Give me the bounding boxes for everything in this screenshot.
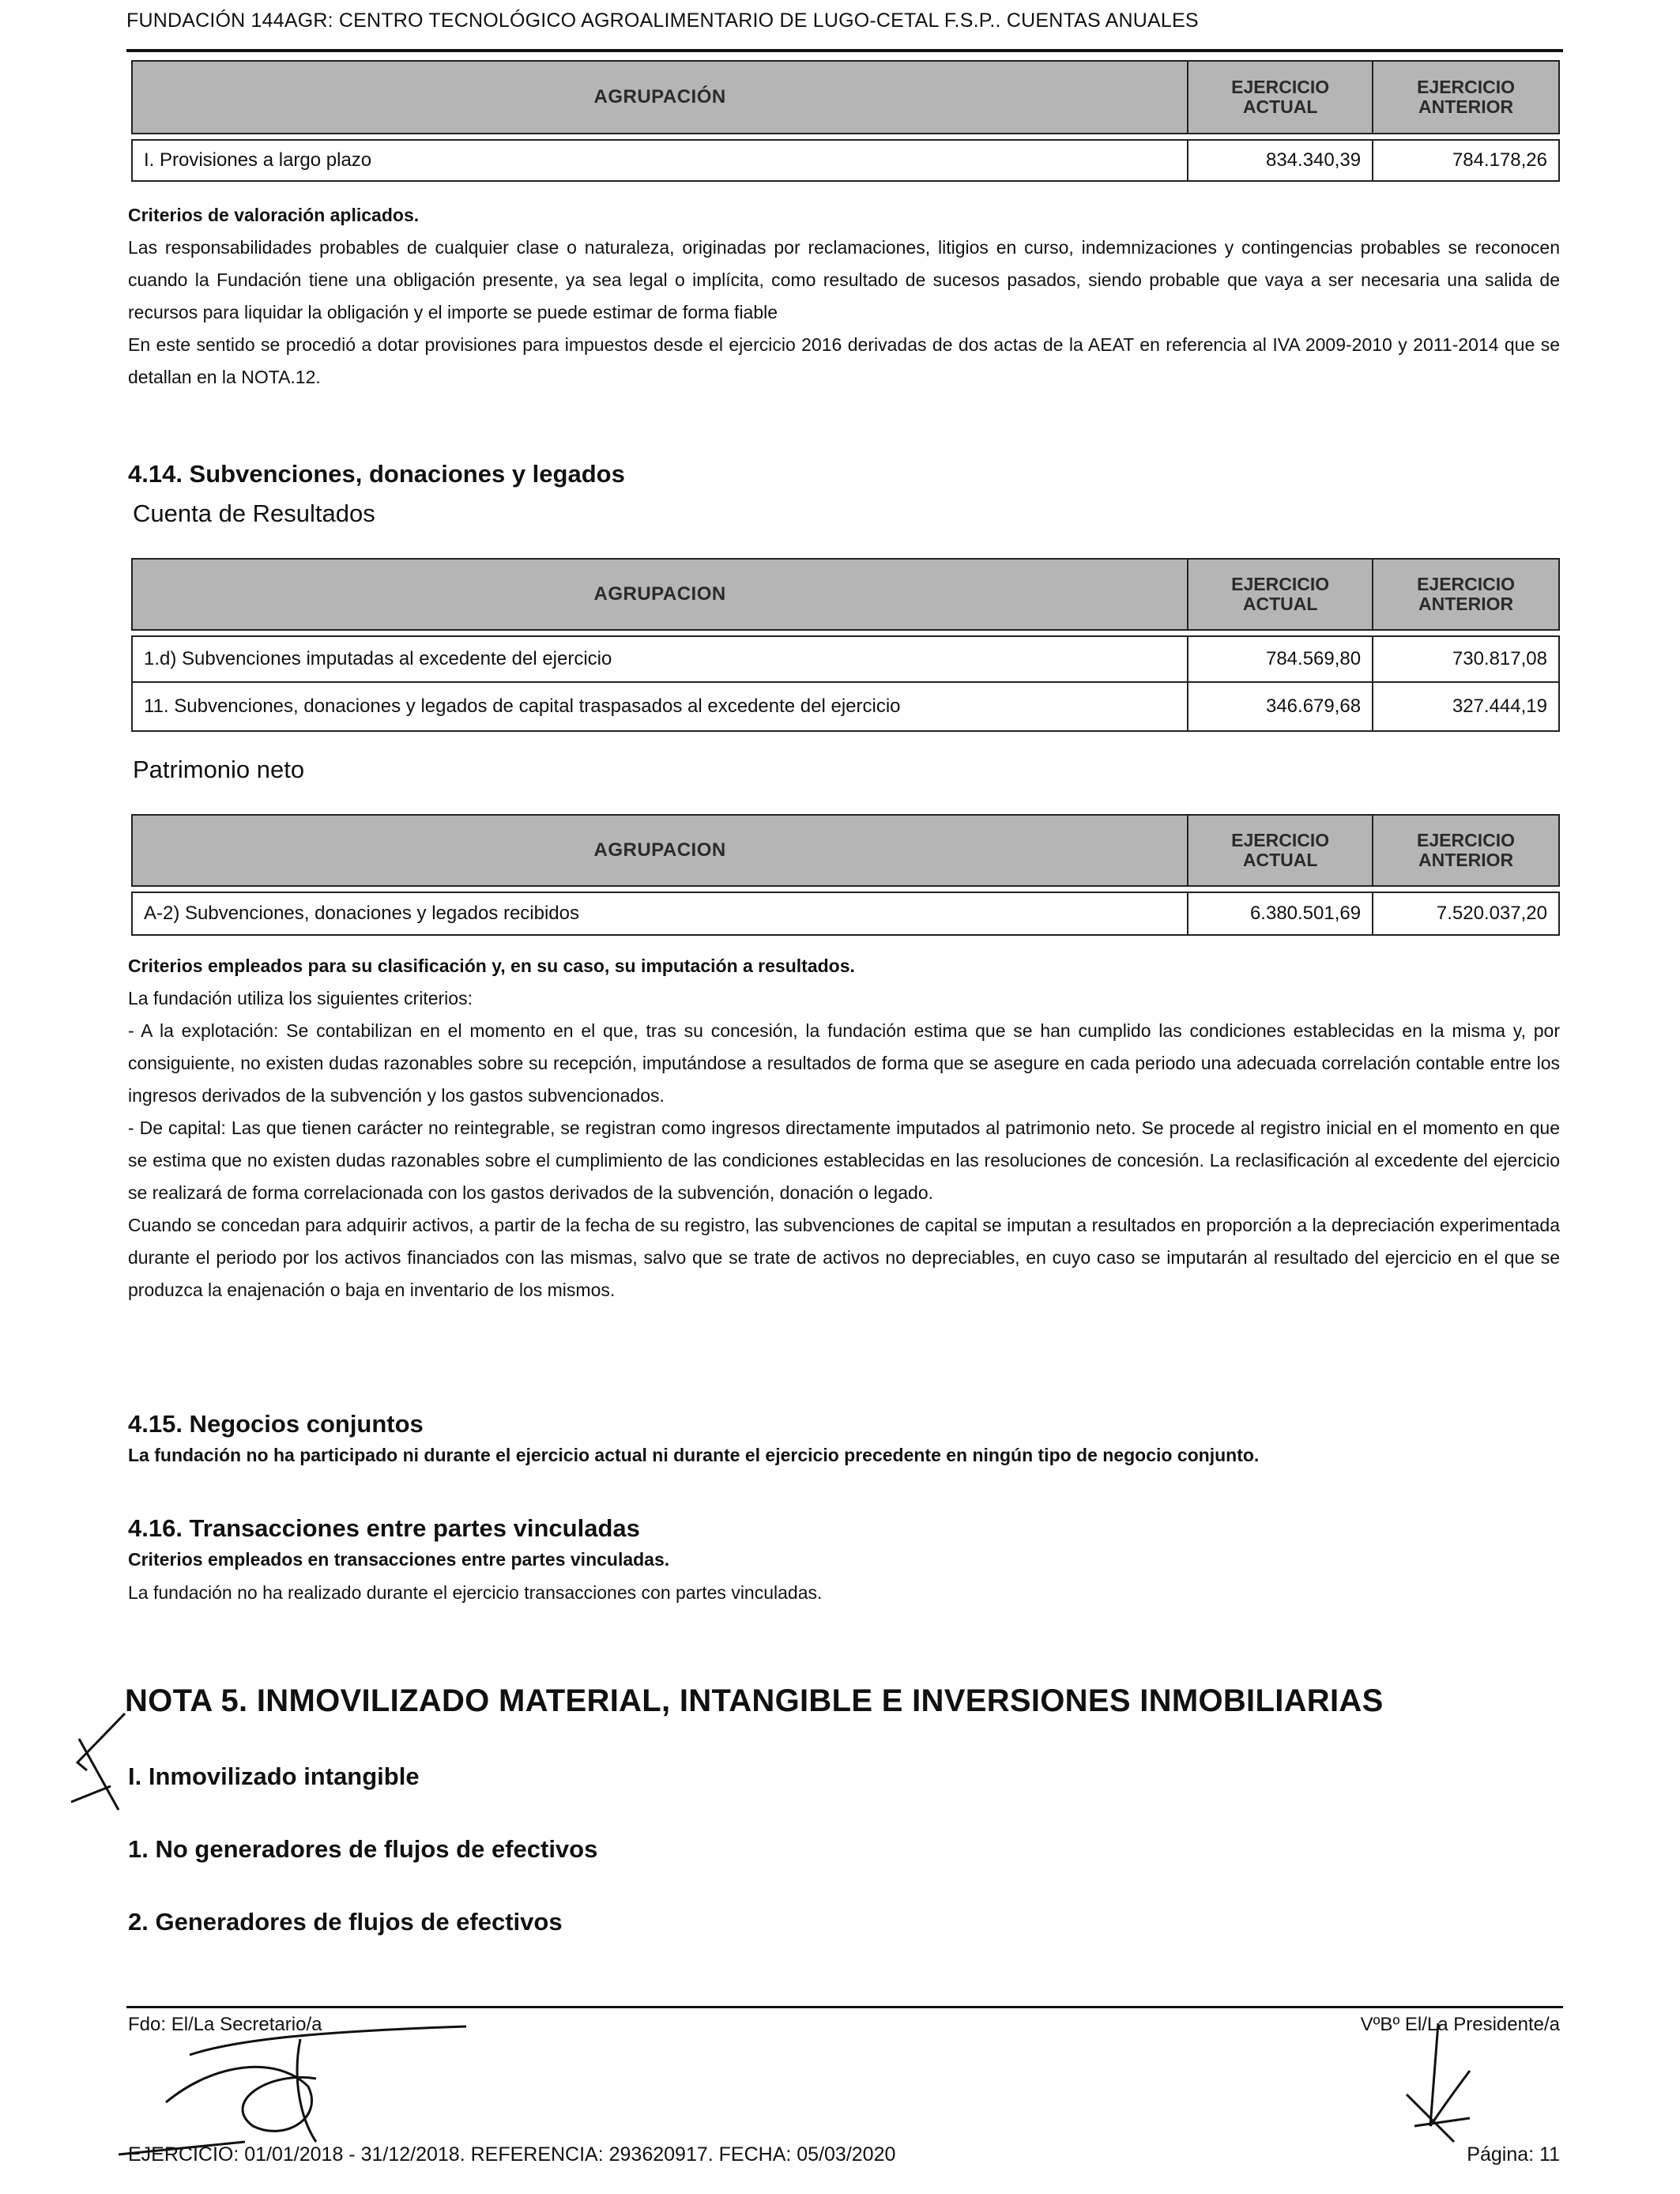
col-actual-header: EJERCICIO ACTUAL bbox=[1188, 61, 1373, 134]
col-agrupacion-header: AGRUPACIÓN bbox=[132, 61, 1188, 134]
section-4-14-title: 4.14. Subvenciones, donaciones y legados bbox=[128, 460, 625, 488]
section-4-16-title: 4.16. Transacciones entre partes vinculadas bbox=[128, 1514, 640, 1542]
row-anterior: 327.444,19 bbox=[1373, 682, 1559, 731]
section-4-16-text: La fundación no ha realizado durante el ejercicio transacciones con partes vinculadas. bbox=[128, 1582, 823, 1603]
row-anterior: 730.817,08 bbox=[1373, 636, 1559, 682]
table-row bbox=[132, 682, 1559, 731]
row-actual: 784.569,80 bbox=[1188, 636, 1373, 682]
header-rule bbox=[126, 49, 1563, 52]
paragraph: En este sentido se procedió a dotar provisiones para impuestos desde el ejercicio 2016 derivadas de dos actas de la AEAT en referencia al IVA 2009-2010 y 2011-2014 que se detallan en la NOTA.12. bbox=[128, 334, 1560, 387]
criterios-title: Criterios de valoración aplicados. bbox=[128, 205, 420, 225]
table-row bbox=[132, 892, 1559, 935]
paragraph: - A la explotación: Se contabilizan en el momento en el que, tras su concesión, la fundación estima que se han cumplido las condiciones establecidas en la misma y, por consiguiente, no existen dudas razonables sobre su recepción, imputándose a resultados de forma que se asegure en cada periodo una adecuada correlación contable entre los ingresos derivados de la subvención y los gastos subvencionados. bbox=[128, 1020, 1560, 1106]
nota-5-subtitle: I. Inmovilizado intangible bbox=[128, 1762, 420, 1790]
row-label: 1.d) Subvenciones imputadas al excedente del ejercicio bbox=[132, 636, 1188, 682]
section-4-16-criterios: Criterios empleados en transacciones entre partes vinculadas. bbox=[128, 1549, 670, 1570]
col-actual-header: EJERCICIO ACTUAL bbox=[1188, 815, 1373, 886]
document-header: FUNDACIÓN 144AGR: CENTRO TECNOLÓGICO AGROALIMENTARIO DE LUGO-CETAL F.S.P.. CUENTAS ANUALES bbox=[126, 9, 1199, 32]
row-label: A-2) Subvenciones, donaciones y legados recibidos bbox=[132, 892, 1188, 935]
subvenciones-text bbox=[128, 950, 1560, 1306]
provisiones-text bbox=[128, 199, 1560, 394]
handwritten-mark bbox=[63, 1707, 150, 1818]
row-actual: 346.679,68 bbox=[1188, 682, 1373, 731]
patrimonio-table bbox=[131, 814, 1560, 936]
subtitle-cuenta-resultados: Cuenta de Resultados bbox=[133, 499, 375, 527]
signature-presidente bbox=[1383, 2007, 1494, 2150]
paragraph: Cuando se concedan para adquirir activos, a partir de la fecha de su registro, las subvenciones de capital se imputan a resultados en proporción a la depreciación experimentada durante el periodo por los activos financiados con las mismas, salvo que se trate de activos no depreciables, en cuyo caso se imputarán al resultado del ejercicio en el que se produzca la enajenación o baja en inventario de los mismos. bbox=[128, 1215, 1560, 1300]
col-agrupacion-header: AGRUPACION bbox=[132, 815, 1188, 886]
table-row bbox=[132, 140, 1559, 181]
row-label: 11. Subvenciones, donaciones y legados de capital traspasados al excedente del ejercicio bbox=[132, 682, 1188, 731]
footer-secretario: Fdo: El/La Secretario/a bbox=[128, 2014, 322, 2035]
col-anterior-header: EJERCICIO ANTERIOR bbox=[1373, 61, 1559, 134]
paragraph: - De capital: Las que tienen carácter no reintegrable, se registran como ingresos directamente imputados al patrimonio neto. Se procede al registro inicial en el momento en que se estima que no existen dudas razonables sobre el cumplimiento de las condiciones establecidas en las resoluciones de concesión. La reclasificación al excedente del ejercicio se realizará de forma correlacionada con los gastos derivados de la subvención, donación o legado. bbox=[128, 1118, 1560, 1203]
row-anterior: 784.178,26 bbox=[1373, 140, 1559, 181]
nota-5-item-2: 2. Generadores de flujos de efectivos bbox=[128, 1908, 563, 1936]
row-label: I. Provisiones a largo plazo bbox=[132, 140, 1188, 181]
row-actual: 6.380.501,69 bbox=[1188, 892, 1373, 935]
signature-secretario bbox=[119, 2007, 498, 2166]
page-number: Página: 11 bbox=[1467, 2143, 1560, 2166]
col-anterior-header: EJERCICIO ANTERIOR bbox=[1373, 815, 1559, 886]
footer-presidente: VºBº El/La Presidente/a bbox=[1360, 2014, 1560, 2035]
resultados-table bbox=[131, 558, 1560, 732]
nota-5-title: NOTA 5. INMOVILIZADO MATERIAL, INTANGIBLE E INVERSIONES INMOBILIARIAS bbox=[125, 1683, 1384, 1718]
section-4-15-title: 4.15. Negocios conjuntos bbox=[128, 1410, 424, 1438]
row-anterior: 7.520.037,20 bbox=[1373, 892, 1559, 935]
paragraph: Las responsabilidades probables de cualquier clase o naturaleza, originadas por reclamaciones, litigios en curso, indemnizaciones y contingencias probables se reconocen cuando la Fundación tiene una obligación presente, ya sea legal o implícita, como resultado de sucesos pasados, siendo probable que vaya a ser necesaria una salida de recursos para liquidar la obligación y el importe se puede estimar de forma fiable bbox=[128, 237, 1560, 322]
col-actual-header: EJERCICIO ACTUAL bbox=[1188, 559, 1373, 630]
section-4-15-text: La fundación no ha participado ni durante el ejercicio actual ni durante el ejercicio precedente en ningún tipo de negocio conjunto. bbox=[128, 1445, 1260, 1465]
row-actual: 834.340,39 bbox=[1188, 140, 1373, 181]
criterios-title: Criterios empleados para su clasificación y, en su caso, su imputación a resultados. bbox=[128, 956, 855, 976]
subtitle-patrimonio-neto: Patrimonio neto bbox=[133, 756, 305, 783]
table-row bbox=[132, 636, 1559, 682]
provisiones-table bbox=[131, 60, 1560, 182]
footer-ejercicio: EJERCICIO: 01/01/2018 - 31/12/2018. REFERENCIA: 293620917. FECHA: 05/03/2020 bbox=[128, 2143, 896, 2166]
col-agrupacion-header: AGRUPACION bbox=[132, 559, 1188, 630]
nota-5-item-1: 1. No generadores de flujos de efectivos bbox=[128, 1835, 598, 1863]
paragraph: La fundación utiliza los siguientes criterios: bbox=[128, 988, 473, 1008]
col-anterior-header: EJERCICIO ANTERIOR bbox=[1373, 559, 1559, 630]
